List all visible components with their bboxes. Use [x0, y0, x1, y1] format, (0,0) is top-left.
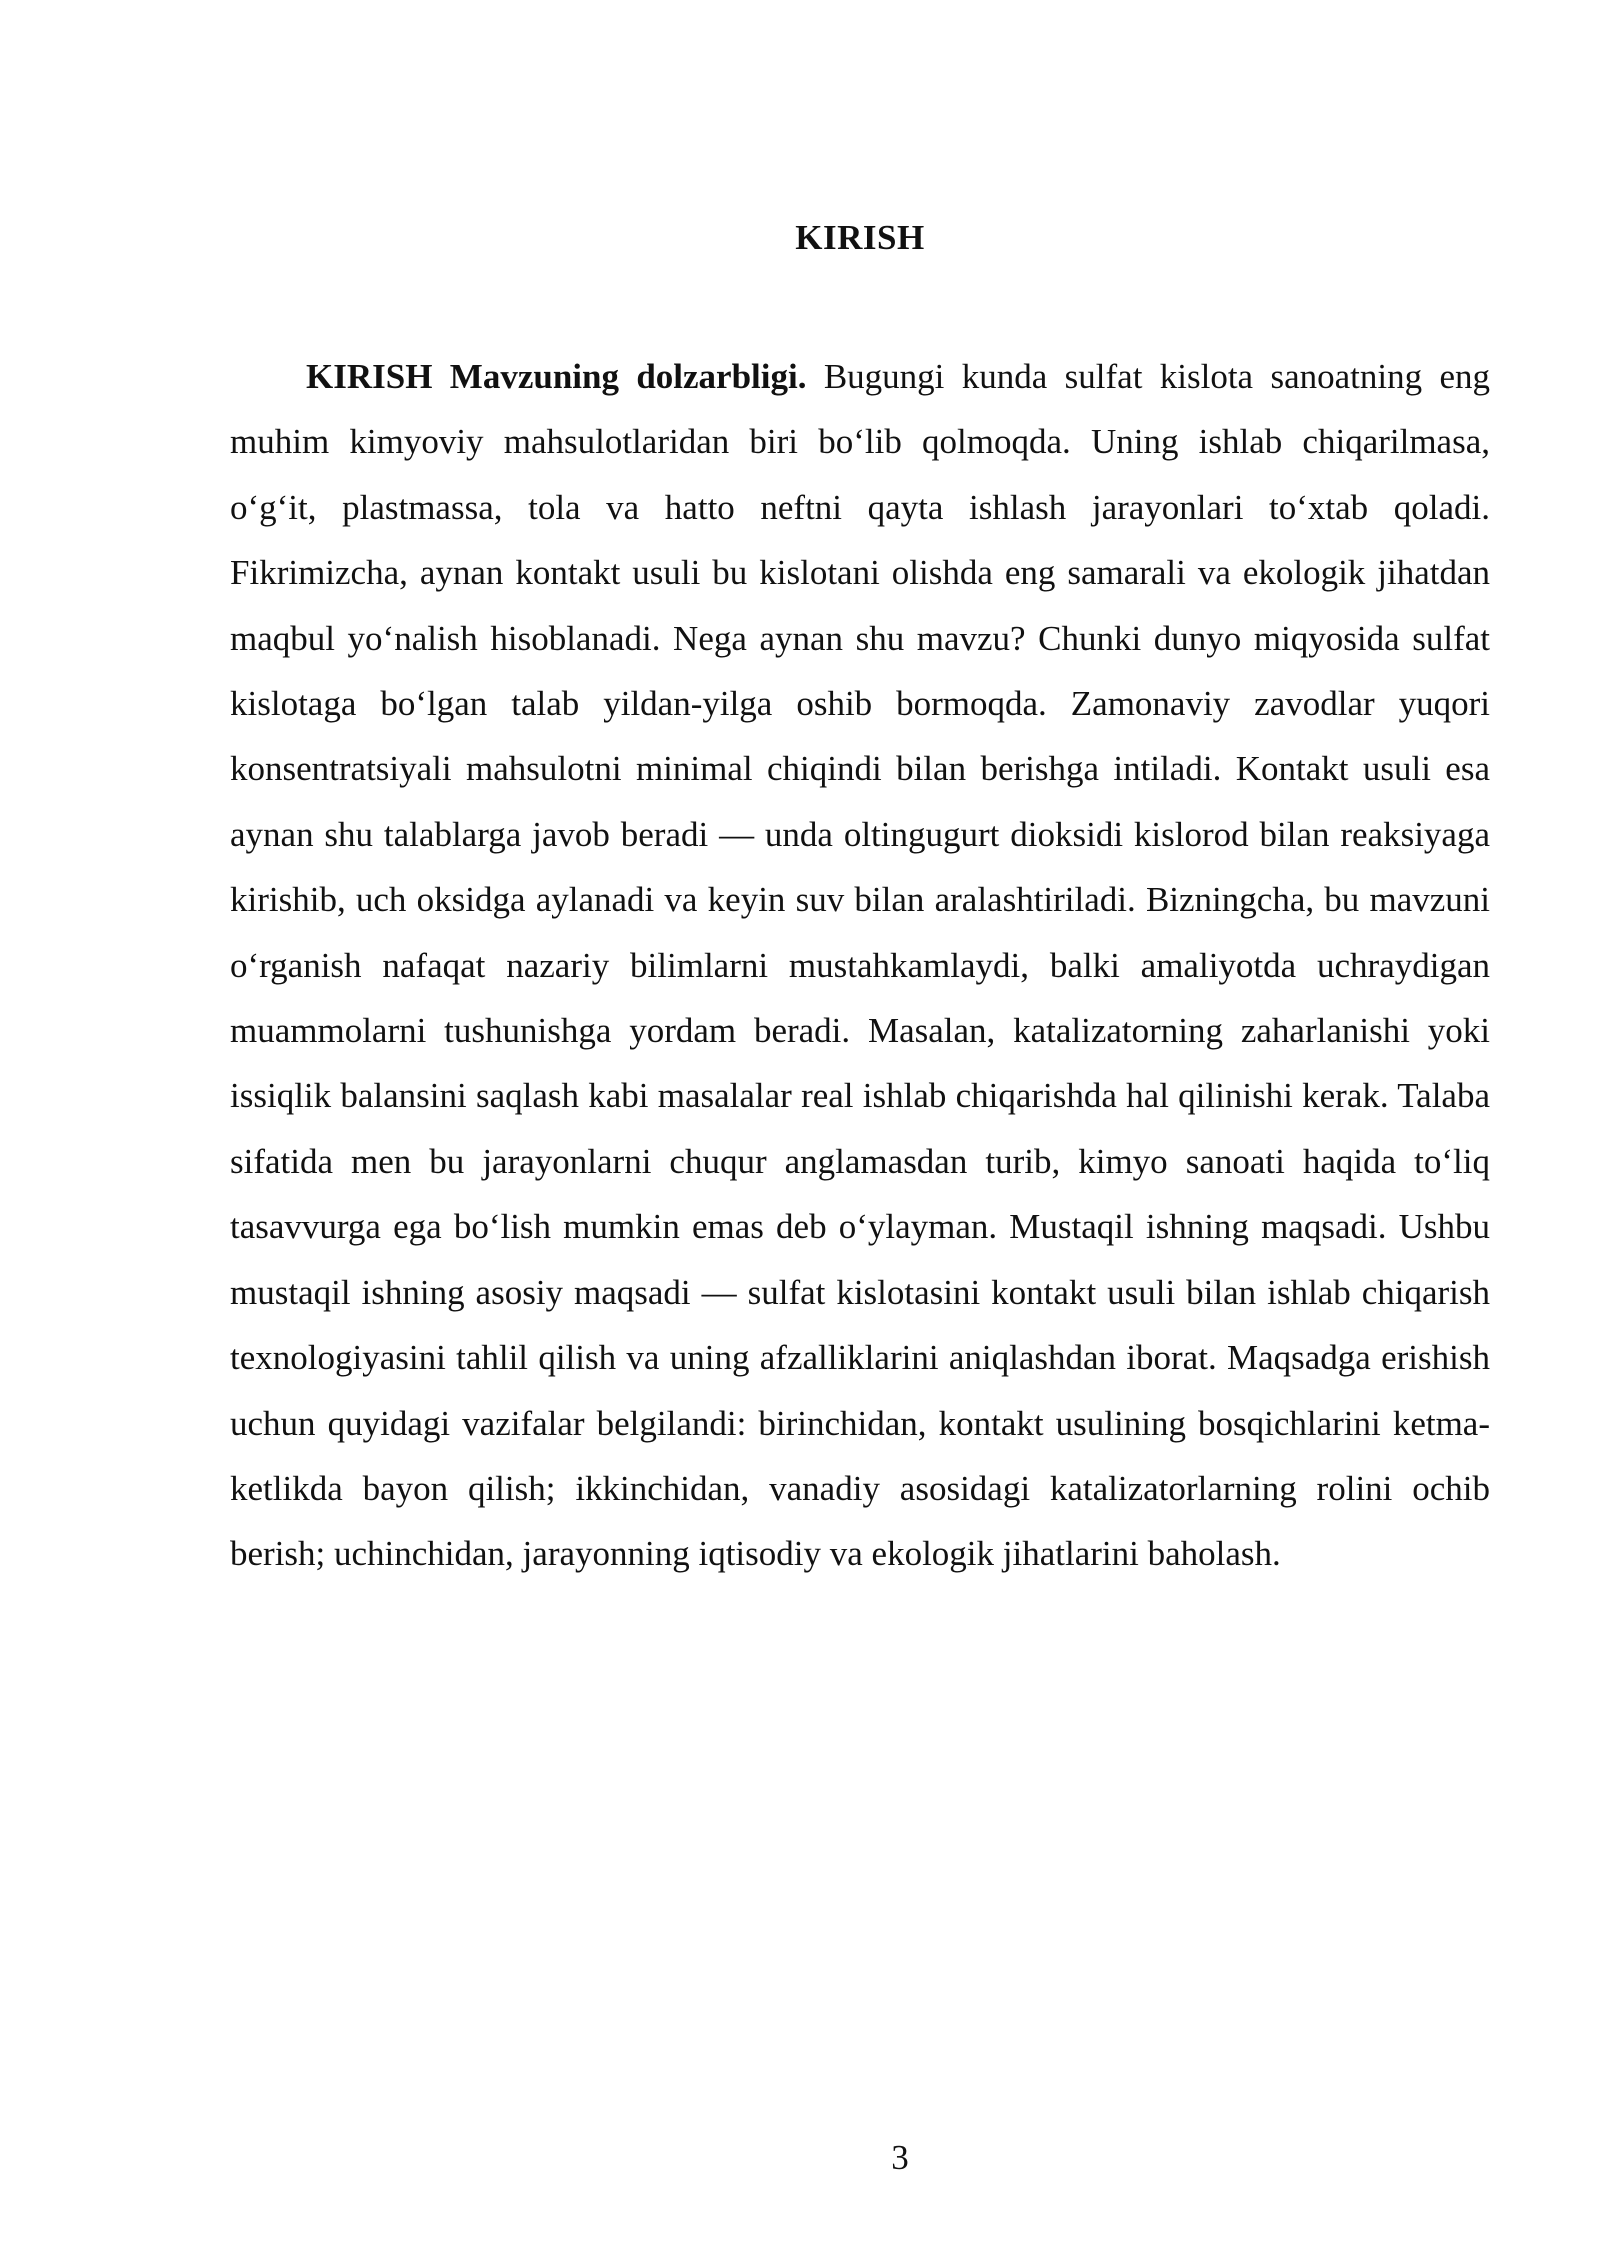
paragraph-text: Bugungi kunda sulfat kislota sanoatning eng muhim kimyoviy mahsulotlaridan biri bo‘lib qolmoqda. Uning ishlab chiqarilmasa, o‘g‘it, plastmassa, tola va hatto neftni qayta ishlash jarayonlari to‘xtab qoladi. Fikrimizcha, aynan kontakt usuli bu kislotani olishda eng samarali va ekologik jihatdan maqbul yo‘nalish hisoblanadi. Nega aynan shu mavzu? Chunki dunyo miqyosida sulfat kislotaga bo‘lgan talab yildan-yilga oshib bormoqda. Zamonaviy zavodlar yuqori konsentratsiyali mahsulotni minimal chiqindi bilan berishga intiladi. Kontakt usuli esa aynan shu talablarga javob beradi — unda oltingugurt dioksidi kislorod bilan reaksiyaga kirishib, uch oksidga aylanadi va keyin suv bilan aralashtiriladi. Bizningcha, bu mavzuni o‘rganish nafaqat nazariy bilimlarni mustahkamlaydi, balki amaliyotda uchraydigan muammolarni tushunishga yordam beradi. Masalan, katalizatorning zaharlanishi yoki issiqlik balansini saqlash kabi masalalar real ishlab chiqarishda hal qilinishi kerak. Talaba sifatida men bu jarayonlarni chuqur anglamasdan turib, kimyo sanoati haqida to‘liq tasavvurga ega bo‘lish mumkin emas deb o‘ylayman. Mustaqil ishning maqsadi. Ushbu mustaqil ishning asosiy maqsadi — sulfat kislotasini kontakt usuli bilan ishlab chiqarish texnologiyasini tahlil qilish va uning afzalliklarini aniqlashdan iborat. Maqsadga erishish uchun quyidagi vazifalar belgilandi: birinchidan, kontakt usulining bosqichlarini ketma-ketlikda bayon qilish; ikkinchidan, vanadiy asosidagi katalizatorlarning rolini ochib berish; uchinchidan, jarayonning iqtisodiy va ekologik jihatlarini baholash. — [230, 357, 1490, 1574]
page-number: 3 — [891, 2138, 909, 2177]
paragraph-lead: KIRISH Mavzuning dolzarbligi. — [306, 357, 807, 396]
body-paragraph — [230, 344, 1490, 1587]
section-heading: KIRISH — [795, 218, 925, 257]
